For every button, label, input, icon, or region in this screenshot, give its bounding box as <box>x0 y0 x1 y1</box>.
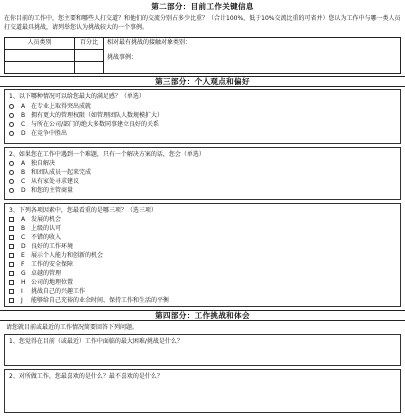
option-label: 拥有更大的管理权限（如管理团队人数规模扩大） <box>31 112 164 119</box>
checkbox-icon[interactable] <box>9 235 14 240</box>
option-key: D <box>21 187 26 194</box>
checkbox-icon[interactable] <box>9 280 14 285</box>
option-label: 良好的工作环境 <box>31 243 74 250</box>
q1-option-d[interactable] <box>9 130 67 138</box>
option-key: J <box>21 297 23 304</box>
radio-icon[interactable] <box>9 188 14 193</box>
option-key: B <box>21 225 26 232</box>
checkbox-icon[interactable] <box>9 262 14 267</box>
option-label: 发展的机会 <box>31 216 62 223</box>
option-label: 与所在公司/部门的绝大多数同事建立良好的关系 <box>31 121 160 128</box>
part4-intro: 请您就目前或最近的工作情况简要回答下列问题。 <box>6 324 139 331</box>
option-key: C <box>21 121 26 128</box>
q3-option-j[interactable] <box>9 297 169 305</box>
q3-option-a[interactable] <box>9 216 61 224</box>
option-label: 挑战自己的兴趣工作 <box>31 288 86 295</box>
option-key: C <box>21 234 26 241</box>
q3-option-f[interactable] <box>9 261 73 269</box>
part4-q1-label: 1、您觉得在目前（或最近）工作中面临的最大困难/挑战是什么？ <box>9 338 183 345</box>
radio-icon[interactable] <box>9 131 14 136</box>
part3-header <box>0 76 405 87</box>
part4-title: 第四部分：工作挑战和体会 <box>155 311 250 320</box>
option-key: F <box>21 261 25 268</box>
radio-icon[interactable] <box>9 122 14 127</box>
checkbox-icon[interactable] <box>9 289 14 294</box>
checkbox-icon[interactable] <box>9 244 14 249</box>
q3-option-h[interactable] <box>9 279 73 287</box>
option-key: E <box>21 252 25 259</box>
q3-option-d[interactable] <box>9 243 73 251</box>
part4-q2-box[interactable] <box>4 369 401 413</box>
q1-option-a[interactable] <box>9 103 91 111</box>
checkbox-icon[interactable] <box>9 271 14 276</box>
option-key: G <box>21 270 26 277</box>
q3-title: 3、下列各项因素中，您最看重的是哪三项？（选三项） <box>9 207 157 214</box>
part3-q3-box <box>4 203 401 307</box>
radio-icon[interactable] <box>9 170 14 175</box>
q2-option-a[interactable] <box>9 160 55 168</box>
option-key: A <box>21 103 26 110</box>
option-label: 独自解决 <box>31 160 56 167</box>
person-type-cell-2[interactable] <box>4 61 75 74</box>
percent-header: 百分比 <box>74 37 104 50</box>
challenge-example-label: 挑战事例： <box>107 53 138 61</box>
radio-icon[interactable] <box>9 104 14 109</box>
part4-q1-box[interactable] <box>4 334 401 366</box>
option-key: H <box>21 279 26 286</box>
q1-title: 1、以下哪种情况可以给您最大的满足感？（单选） <box>9 93 145 100</box>
option-label: 上级的认可 <box>31 225 62 232</box>
option-key: D <box>21 243 26 250</box>
radio-icon[interactable] <box>9 179 14 184</box>
q3-option-g[interactable] <box>9 270 61 278</box>
radio-icon[interactable] <box>9 113 14 118</box>
option-label: 和团队成员一起来完成 <box>31 169 92 176</box>
part4-header <box>0 310 405 321</box>
person-type-header: 人员类别 <box>4 37 75 50</box>
option-key: C <box>21 178 26 185</box>
option-label: 工作的安全保障 <box>31 261 74 268</box>
percent-cell-2[interactable] <box>74 61 104 74</box>
part3-q1-box <box>4 89 401 144</box>
q2-title: 2、如果您在工作中遇到一个难题，只有一个解决方案的话，您会（单选） <box>9 151 205 158</box>
challenge-question-label: 相对最有挑战的接触对象类别： <box>107 39 192 46</box>
q3-option-i[interactable] <box>9 288 85 296</box>
part3-title: 第三部分：个人观点和偏好 <box>155 77 250 86</box>
q3-option-b[interactable] <box>9 225 61 233</box>
q1-option-b[interactable] <box>9 112 163 120</box>
q3-option-c[interactable] <box>9 234 61 242</box>
option-label: 展示个人能力和创新的机会 <box>31 252 104 259</box>
radio-icon[interactable] <box>9 161 14 166</box>
option-key: B <box>21 169 26 176</box>
q3-option-e[interactable] <box>9 252 103 260</box>
option-label: 公司的地理位置 <box>31 279 74 286</box>
option-key: I <box>21 288 23 295</box>
checkbox-icon[interactable] <box>9 253 14 258</box>
option-key: A <box>21 160 26 167</box>
option-label: 在专业上取得突出成就 <box>31 103 92 110</box>
checkbox-icon[interactable] <box>9 226 14 231</box>
option-key: A <box>21 216 26 223</box>
part2-intro: 在你目前的工作中，您主要和哪些人打交道？和他们的交流分别占多少比重？（合计100%，低于10%交流比重的可省并）您认为工作中与哪一类人员打交道最具挑战，请列举您认为挑战较大的一个事例。 <box>4 15 401 31</box>
option-label: 卓越的管理 <box>31 270 62 277</box>
option-label: 在竞争中胜出 <box>31 130 68 137</box>
part2-title: 第二部分：目前工作关键信息 <box>151 2 254 11</box>
part4-q2-label: 2、对所做工作，您最喜欢的是什么？最不喜欢的是什么？ <box>9 373 163 380</box>
q2-option-d[interactable] <box>9 187 73 195</box>
q2-option-c[interactable] <box>9 178 79 186</box>
checkbox-icon[interactable] <box>9 217 14 222</box>
checkbox-icon[interactable] <box>9 298 14 303</box>
option-label: 不错的收入 <box>31 234 62 241</box>
option-key: B <box>21 112 26 119</box>
q2-option-b[interactable] <box>9 169 91 177</box>
part3-q2-box <box>4 147 401 200</box>
option-label: 从有家处寻求建议 <box>31 178 80 185</box>
q1-option-c[interactable] <box>9 121 159 129</box>
challenge-cell[interactable] <box>103 37 401 74</box>
option-label: 和您的主管商量 <box>31 187 74 194</box>
option-key: D <box>21 130 26 137</box>
option-label: 能够给自己充裕的业余时间、保持工作和生活的平衡 <box>31 297 170 304</box>
